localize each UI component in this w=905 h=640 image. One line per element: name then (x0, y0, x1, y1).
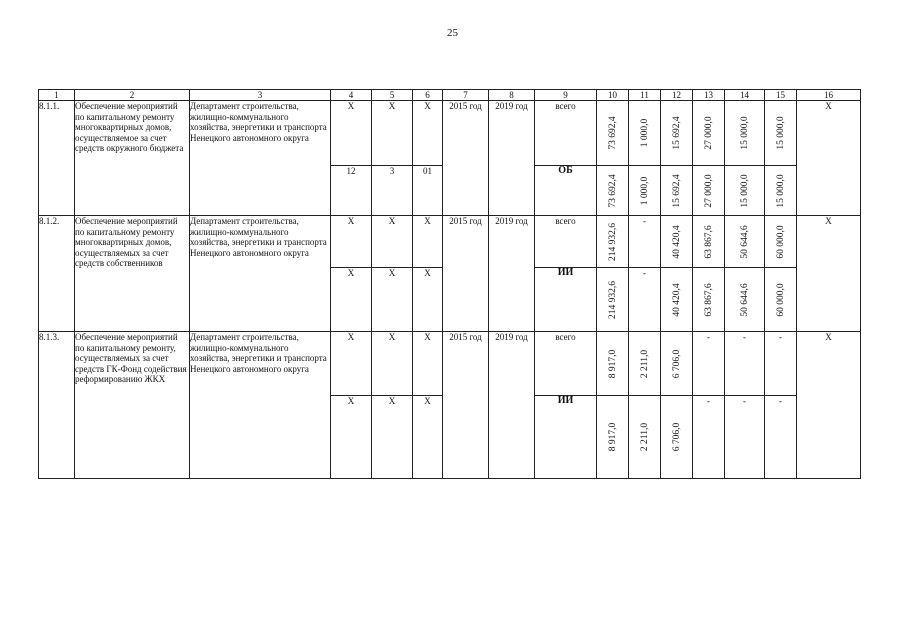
code-col-6: Х (413, 268, 443, 332)
amount-col-10 (597, 216, 629, 268)
end-year: 2019 год (489, 216, 535, 332)
amount-col-12 (661, 166, 693, 216)
amount-col-12 (661, 268, 693, 332)
code-col-6: Х (413, 216, 443, 268)
amount-col-12 (661, 396, 693, 479)
item-department: Департамент строительства, жилищно-коммунального хозяйства, энергетики и транспорта Ненецкого автономного округа (190, 216, 331, 332)
item-number: 8.1.2. (39, 216, 75, 332)
end-year: 2019 год (489, 101, 535, 216)
start-year: 2015 год (443, 216, 489, 332)
funding-source: ИИ (535, 268, 597, 332)
code-col-4: Х (331, 216, 372, 268)
amount-col-13: - (693, 332, 725, 396)
code-col-6: 01 (413, 166, 443, 216)
amount-value: 60 000,0 (775, 282, 786, 317)
amount-col-15 (765, 101, 797, 166)
header-col-2: 2 (75, 90, 190, 101)
amount-col-13 (693, 268, 725, 332)
header-col-13: 13 (693, 90, 725, 101)
header-col-6: 6 (413, 90, 443, 101)
amount-value: 2 211,0 (639, 422, 650, 452)
table-row (39, 332, 861, 396)
code-col-4: Х (331, 396, 372, 479)
code-col-6: Х (413, 396, 443, 479)
amount-col-11 (629, 396, 661, 479)
amount-value: 2 211,0 (639, 349, 650, 378)
start-year: 2015 год (443, 332, 489, 479)
amount-value: 50 644,6 (739, 282, 750, 317)
item-name: Обеспечение мероприятий по капитальному ремонту многоквартирных домов, осуществляемое за счет средств окружного бюджета (75, 101, 190, 216)
code-col-5: Х (372, 216, 413, 268)
amount-col-10 (597, 332, 629, 396)
item-number: 8.1.1. (39, 101, 75, 216)
amount-col-14 (725, 101, 765, 166)
amount-col-11: - (629, 216, 661, 268)
amount-col-15 (765, 268, 797, 332)
header-col-3: 3 (190, 90, 331, 101)
amount-value: 8 917,0 (607, 349, 618, 378)
code-col-4: Х (331, 101, 372, 166)
amount-col-12 (661, 332, 693, 396)
code-col-6: Х (413, 101, 443, 166)
funding-source: ОБ (535, 166, 597, 216)
amount-value: 15 692,4 (671, 173, 682, 208)
amount-col-11: - (629, 268, 661, 332)
amount-value: 50 644,6 (739, 224, 750, 259)
code-col-4: 12 (331, 166, 372, 216)
header-col-9: 9 (535, 90, 597, 101)
amount-col-15: - (765, 396, 797, 479)
item-department: Департамент строительства, жилищно-коммунального хозяйства, энергетики и транспорта Ненецкого автономного округа (190, 332, 331, 479)
amount-col-12 (661, 216, 693, 268)
amount-col-11 (629, 332, 661, 396)
amount-value: 6 706,0 (671, 422, 682, 452)
amount-col-14: - (725, 332, 765, 396)
header-row (39, 90, 861, 101)
amount-value: 15 000,0 (775, 116, 786, 150)
amount-col-11 (629, 166, 661, 216)
amount-value: 27 000,0 (703, 173, 714, 208)
funding-source: всего (535, 101, 597, 166)
col-16-mark: Х (797, 216, 861, 332)
amount-value: 60 000,0 (775, 224, 786, 259)
amount-col-15: - (765, 332, 797, 396)
col-16-mark: Х (797, 332, 861, 479)
amount-value: 15 000,0 (739, 116, 750, 150)
amount-value: 40 420,4 (671, 224, 682, 259)
amount-col-10 (597, 101, 629, 166)
amount-value: 73 692,4 (607, 173, 618, 208)
amount-col-10 (597, 166, 629, 216)
program-table (38, 89, 861, 479)
code-col-5: Х (372, 268, 413, 332)
amount-col-15 (765, 166, 797, 216)
amount-col-11 (629, 101, 661, 166)
item-name: Обеспечение мероприятий по капитальному ремонту многоквартирных домов, осуществляемых за счет средств собственников (75, 216, 190, 332)
amount-col-13 (693, 216, 725, 268)
funding-source: ИИ (535, 396, 597, 479)
header-col-5: 5 (372, 90, 413, 101)
header-col-8: 8 (489, 90, 535, 101)
header-col-14: 14 (725, 90, 765, 101)
amount-value: 214 932,6 (607, 280, 618, 319)
amount-col-13 (693, 166, 725, 216)
code-col-5: Х (372, 396, 413, 479)
col-16-mark: Х (797, 101, 861, 216)
amount-value: 27 000,0 (703, 116, 714, 150)
item-name: Обеспечение мероприятий по капитальному ремонту, осуществляемых за счет средств ГК-Фонд содействия реформированию ЖКХ (75, 332, 190, 479)
header-col-1: 1 (39, 90, 75, 101)
amount-value: 15 000,0 (775, 173, 786, 208)
amount-col-10 (597, 268, 629, 332)
code-col-5: Х (372, 101, 413, 166)
code-col-4: Х (331, 332, 372, 396)
table-row (39, 216, 861, 268)
amount-col-14: - (725, 396, 765, 479)
amount-col-13: - (693, 396, 725, 479)
amount-value: 1 000,0 (639, 118, 650, 148)
amount-value: 63 867,6 (703, 224, 714, 259)
funding-source: всего (535, 332, 597, 396)
amount-value: 40 420,4 (671, 282, 682, 317)
amount-col-14 (725, 166, 765, 216)
header-col-15: 15 (765, 90, 797, 101)
amount-col-12 (661, 101, 693, 166)
amount-col-13 (693, 101, 725, 166)
amount-col-15 (765, 216, 797, 268)
start-year: 2015 год (443, 101, 489, 216)
item-department: Департамент строительства, жилищно-коммунального хозяйства, энергетики и транспорта Ненецкого автономного округа (190, 101, 331, 216)
amount-value: 15 000,0 (739, 173, 750, 208)
header-col-4: 4 (331, 90, 372, 101)
end-year: 2019 год (489, 332, 535, 479)
header-col-11: 11 (629, 90, 661, 101)
header-col-10: 10 (597, 90, 629, 101)
page-number: 25 (447, 27, 458, 39)
amount-col-10 (597, 396, 629, 479)
code-col-4: Х (331, 268, 372, 332)
amount-value: 1 000,0 (639, 176, 650, 205)
code-col-5: 3 (372, 166, 413, 216)
amount-value: 6 706,0 (671, 349, 682, 378)
code-col-5: Х (372, 332, 413, 396)
item-number: 8.1.3. (39, 332, 75, 479)
funding-source: всего (535, 216, 597, 268)
code-col-6: Х (413, 332, 443, 396)
amount-value: 73 692,4 (607, 116, 618, 150)
amount-value: 8 917,0 (607, 422, 618, 452)
amount-col-14 (725, 268, 765, 332)
amount-value: 15 692,4 (671, 116, 682, 150)
table-row (39, 101, 861, 166)
amount-value: 63 867,6 (703, 282, 714, 317)
header-col-12: 12 (661, 90, 693, 101)
amount-col-14 (725, 216, 765, 268)
amount-value: 214 932,6 (607, 222, 618, 261)
header-col-16: 16 (797, 90, 861, 101)
header-col-7: 7 (443, 90, 489, 101)
